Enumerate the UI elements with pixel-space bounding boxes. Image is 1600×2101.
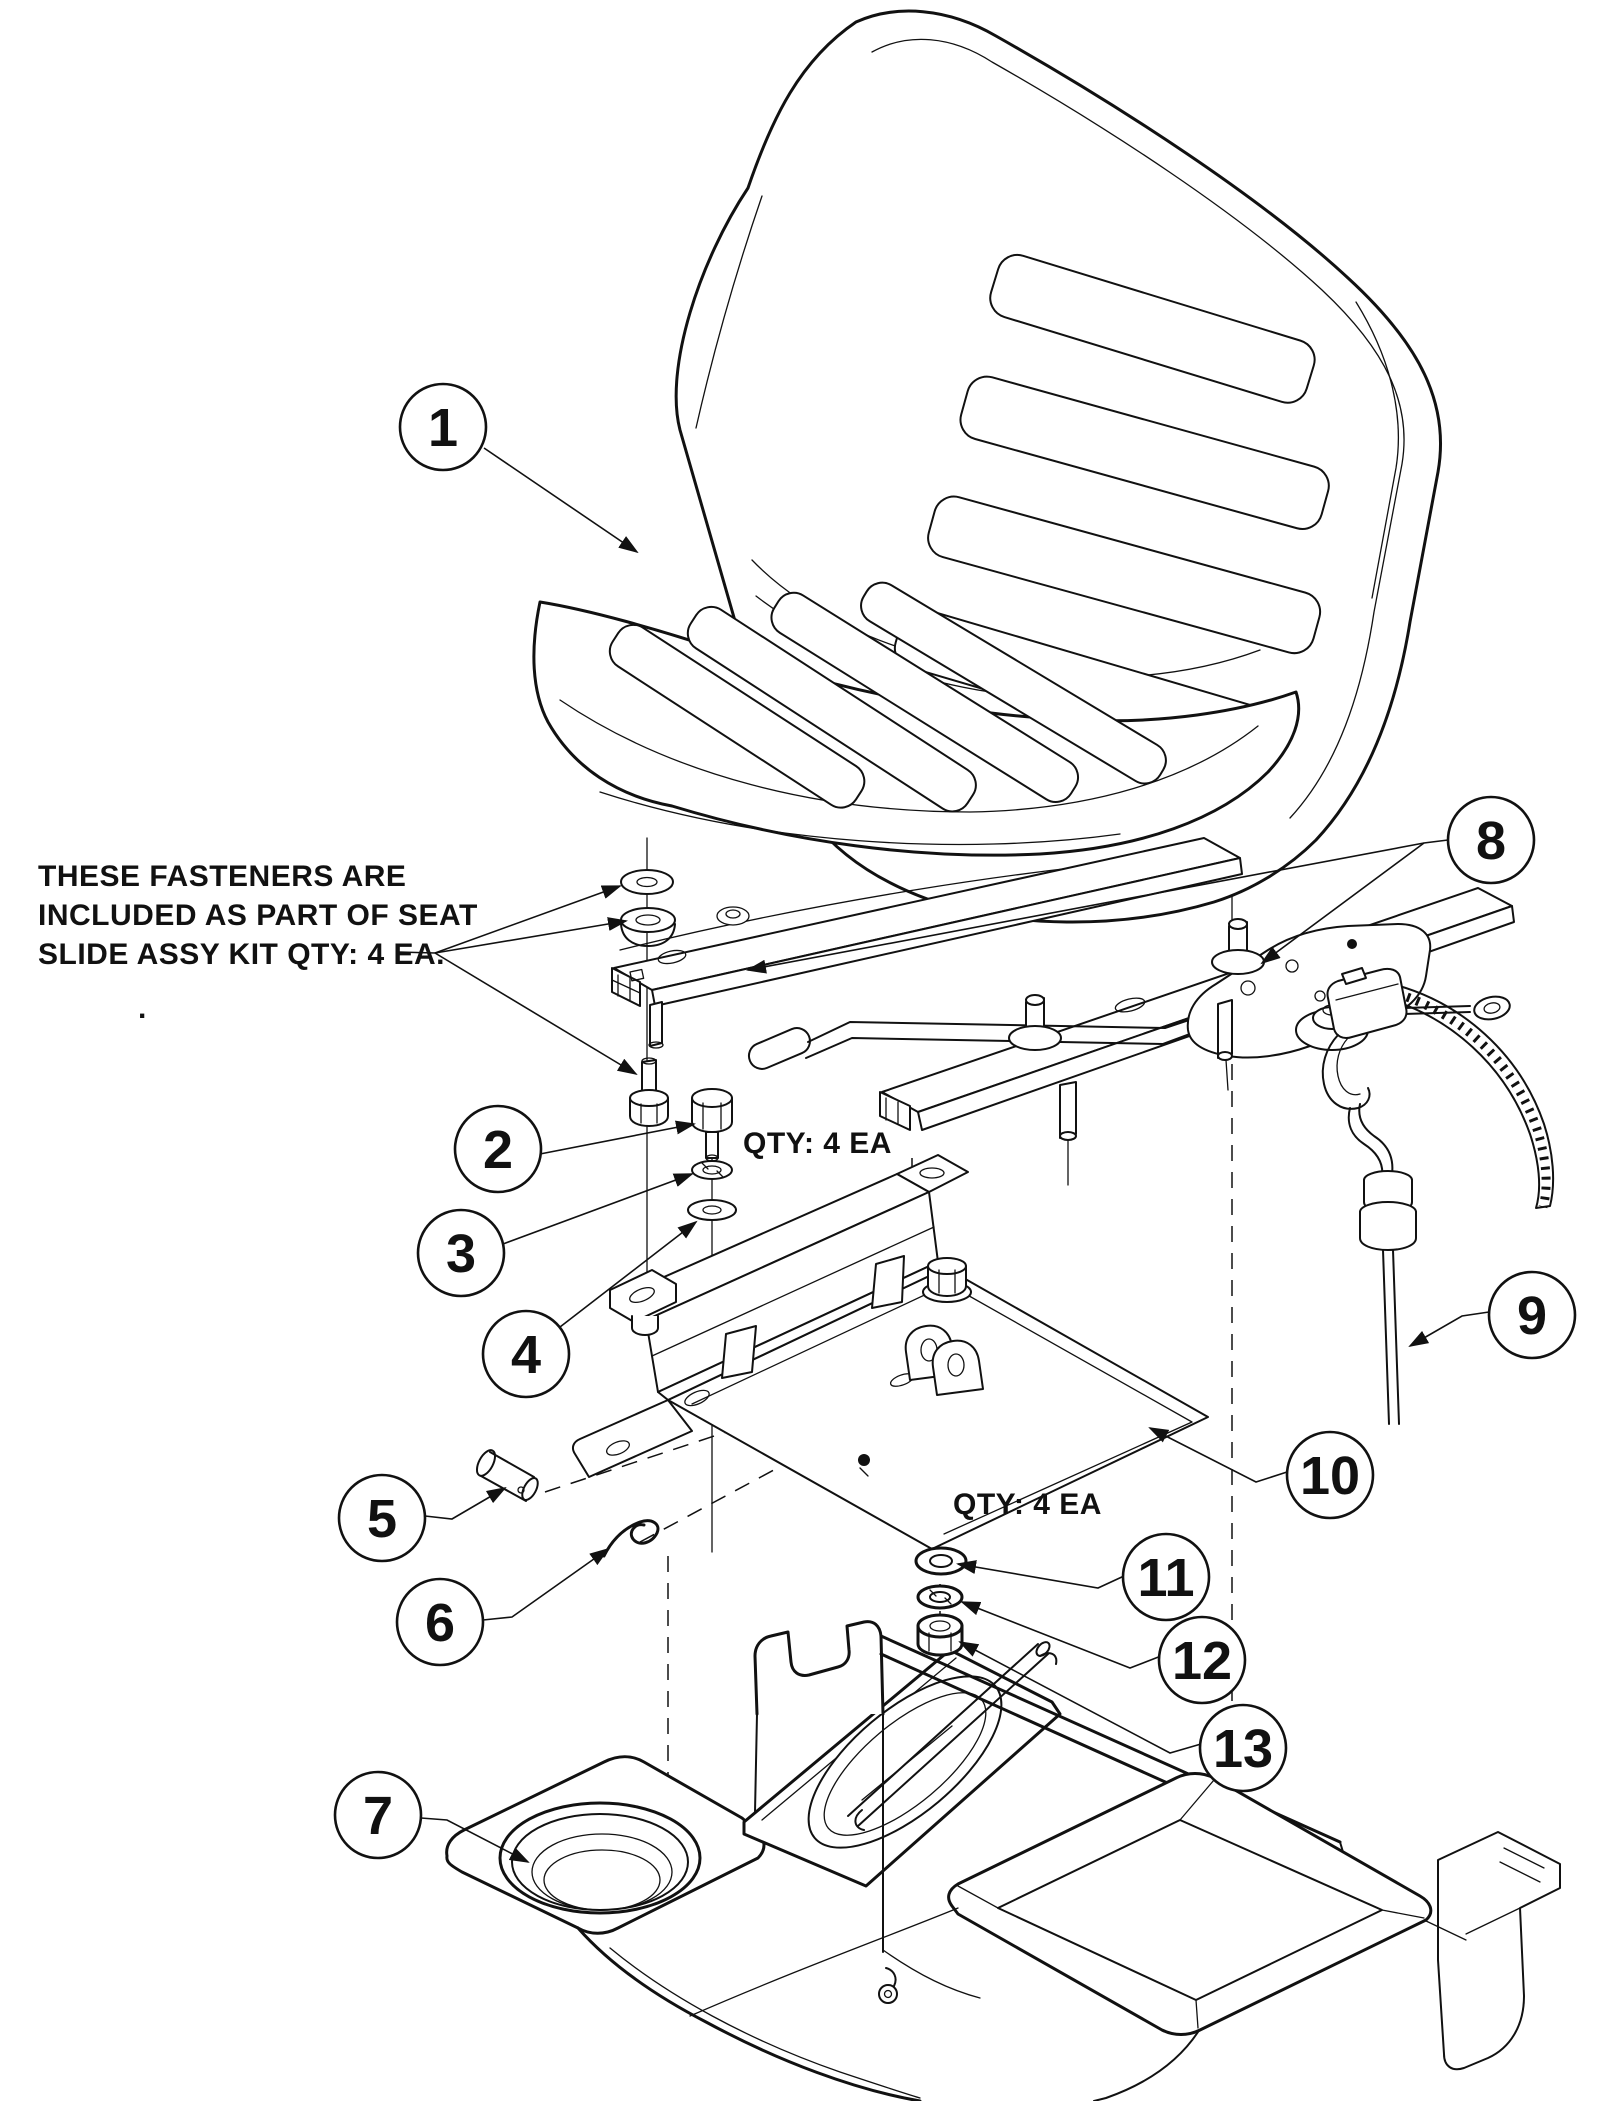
callout-number: 10	[1299, 1446, 1361, 1506]
callout-13	[1200, 1705, 1286, 1791]
callout-8	[1448, 797, 1534, 883]
gusset	[872, 1256, 904, 1308]
callout-number: 13	[1212, 1719, 1274, 1779]
callout-7	[335, 1772, 421, 1858]
seat-support-bracket	[573, 1155, 1208, 1549]
gusset	[722, 1326, 756, 1378]
clevis-pin	[473, 1447, 541, 1502]
callout-6	[397, 1579, 483, 1665]
callout-number: 3	[445, 1224, 477, 1284]
console-tower	[755, 1622, 883, 1714]
callout-number: 1	[427, 398, 459, 458]
note-line-2: INCLUDED AS PART OF SEAT	[38, 899, 478, 932]
cup-holder	[500, 1803, 700, 1913]
qty-label-upper: QTY: 4 EA	[743, 1127, 892, 1160]
callout-number: 4	[510, 1325, 542, 1385]
callout-number: 8	[1475, 811, 1507, 871]
callout-2	[455, 1106, 541, 1192]
callout-11	[1123, 1534, 1209, 1620]
right-mount-bracket	[1424, 1832, 1560, 2069]
stray-dot: .	[138, 992, 147, 1025]
callout-number: 2	[482, 1120, 514, 1180]
note-line-1: THESE FASTENERS ARE	[38, 860, 407, 893]
callout-number: 9	[1516, 1286, 1548, 1346]
seat-base	[447, 1622, 1560, 2101]
recessed-tray	[949, 1774, 1431, 2035]
callout-number: 12	[1171, 1631, 1233, 1691]
callout-5	[339, 1475, 425, 1561]
hex-bolt	[692, 1089, 732, 1161]
callout-1	[400, 384, 486, 470]
mount-lock-washer	[918, 1586, 962, 1608]
hex-nut	[918, 1615, 962, 1655]
callout-4	[483, 1311, 569, 1397]
note-line-3: SLIDE ASSY KIT QTY: 4 EA.	[38, 938, 446, 971]
callout-number: 5	[366, 1489, 398, 1549]
callout-10	[1287, 1432, 1373, 1518]
bracket-bolt	[923, 1258, 971, 1302]
callout-number: 6	[424, 1593, 456, 1653]
qty-label-lower: QTY: 4 EA	[953, 1488, 1102, 1521]
callout-3	[418, 1210, 504, 1296]
mount-flat-washer	[916, 1548, 966, 1574]
callout-12	[1159, 1617, 1245, 1703]
callout-number: 7	[362, 1786, 394, 1846]
lock-washer	[692, 1161, 732, 1179]
callout-9	[1489, 1272, 1575, 1358]
seat	[534, 11, 1441, 950]
hairpin-clip	[604, 1521, 658, 1556]
callout-number: 11	[1137, 1548, 1195, 1608]
hook-detail	[879, 1968, 897, 2003]
flat-washer	[688, 1200, 736, 1220]
note-text	[38, 860, 478, 1025]
